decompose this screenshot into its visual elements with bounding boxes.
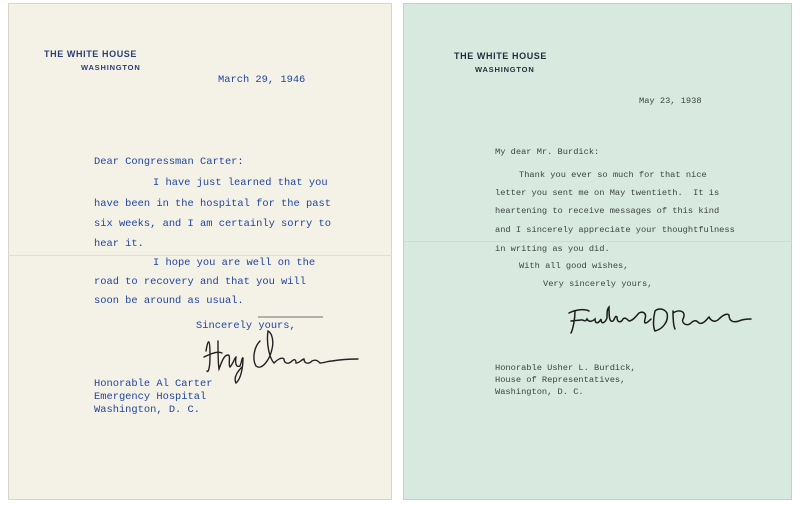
address-line: Washington, D. C. [94,404,201,416]
letter-date: May 23, 1938 [639,96,702,106]
letterhead-subtitle: WASHINGTON [475,65,535,74]
letterhead-subtitle: WASHINGTON [81,63,141,72]
address-line: Honorable Usher L. Burdick, [495,363,636,373]
body-line: have been in the hospital for the past [94,198,331,210]
body-line: in writing as you did. [495,244,610,254]
body-line: Thank you ever so much for that nice [519,170,707,180]
letterhead-title: THE WHITE HOUSE [454,51,548,61]
address-line: House of Representatives, [495,375,626,385]
body-line: hear it. [94,238,144,250]
body-line: With all good wishes, [519,261,629,271]
body-line: road to recovery and that you will [94,276,307,288]
address-line: Emergency Hospital [94,391,207,403]
letter-date: March 29, 1946 [218,74,306,86]
signature-roosevelt [563,301,753,341]
salutation: Dear Congressman Carter: [94,156,244,168]
body-line: I hope you are well on the [153,257,316,269]
letter-truman [8,3,392,500]
body-line: letter you sent me on May twentieth. It is [495,188,720,198]
signature-truman [198,311,358,391]
letterhead-title: THE WHITE HOUSE [44,49,138,59]
body-line: heartening to receive messages of this kind [495,206,720,216]
body-line: I have just learned that you [153,177,328,189]
paper-fold-line [403,241,792,242]
address-line: Honorable Al Carter [94,378,213,390]
body-line: and I sincerely appreciate your thoughtfulness [495,225,735,235]
address-line: Washington, D. C. [495,387,584,397]
closing: Sincerely yours, [196,320,296,332]
salutation: My dear Mr. Burdick: [495,147,600,157]
closing: Very sincerely yours, [543,279,653,289]
body-line: six weeks, and I am certainly sorry to [94,218,331,230]
body-line: soon be around as usual. [94,295,244,307]
paper-fold-line [8,255,392,256]
letter-roosevelt [403,3,792,500]
